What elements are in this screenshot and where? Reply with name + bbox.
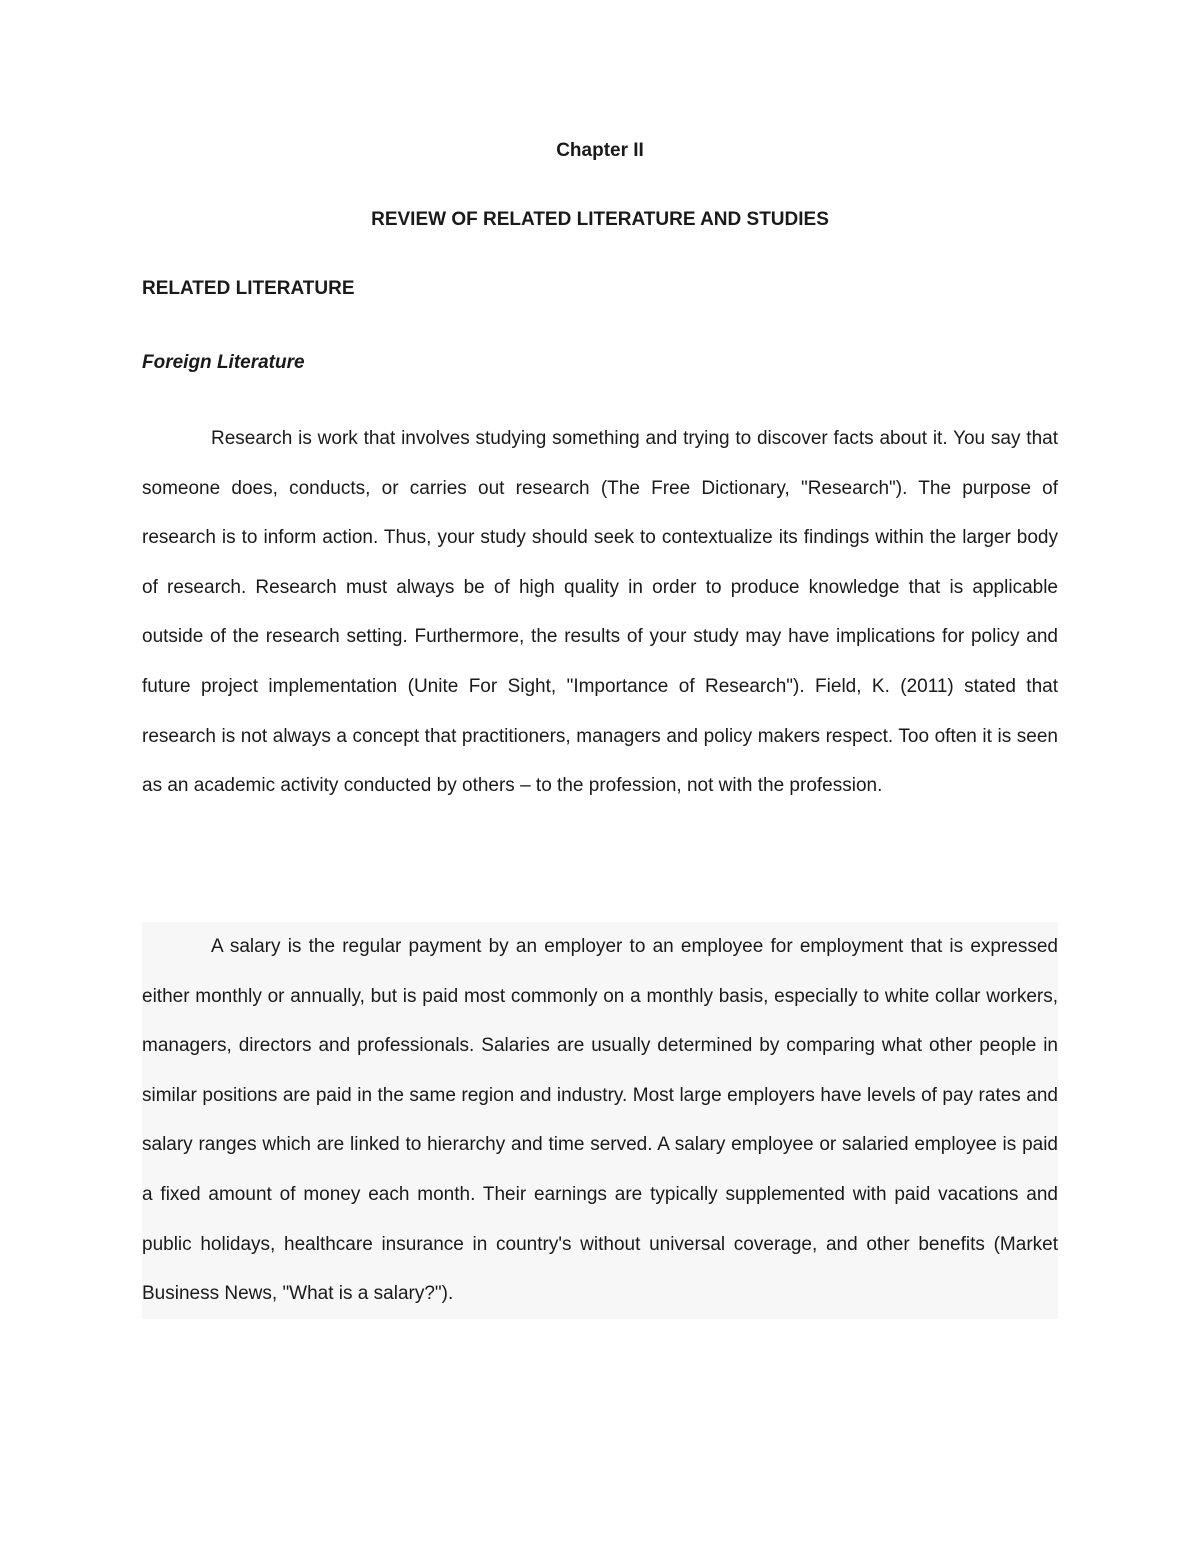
paragraph-research: Research is work that involves studying something and trying to discover facts about it. You say that someone does, conducts, or carries out research (The Free Dictionary, "Research"). The purpose of research is to inform action. Thus, your study should seek to contextualize its findings within the larger body of research. Research must always be of high quality in order to produce knowledge that is applicable outside of the research setting. Furthermore, the results of your study may have implications for policy and future project implementation (Unite For Sight, "Importance of Research"). Field, K. (2011) stated that research is not always a concept that practitioners, managers and policy makers respect. Too often it is seen as an academic activity conducted by others – to the profession, not with the profession. [142,414,1058,811]
section-heading-related-literature: RELATED LITERATURE [142,278,355,299]
chapter-label: Chapter II [556,140,644,161]
paragraph-salary: A salary is the regular payment by an employer to an employee for employment that is expressed either monthly or annually, but is paid most commonly on a monthly basis, especially to white collar workers, managers, directors and professionals. Salaries are usually determined by comparing what other people in similar positions are paid in the same region and industry. Most large employers have levels of pay rates and salary ranges which are linked to hierarchy and time served. A salary employee or salaried employee is paid a fixed amount of money each month. Their earnings are typically supplemented with paid vacations and public holidays, healthcare insurance in country's without universal coverage, and other benefits (Market Business News, "What is a salary?"). [142,922,1058,1319]
subsection-heading-foreign-literature: Foreign Literature [142,352,305,373]
page-title: REVIEW OF RELATED LITERATURE AND STUDIES [371,209,829,230]
